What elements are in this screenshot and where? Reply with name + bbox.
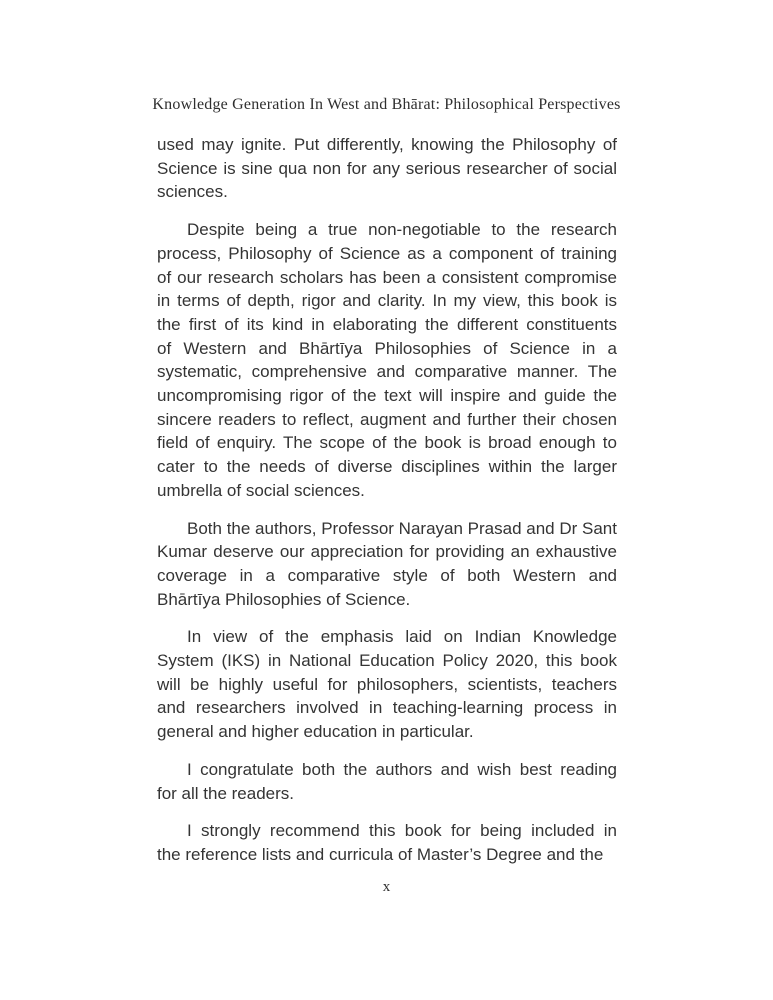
text-line: cater to the needs of diverse disciplines within the larger — [157, 457, 617, 477]
text-line: Both the authors, Professor Narayan Prasad and Dr Sant — [187, 518, 617, 538]
paragraph — [157, 625, 617, 744]
text-line: the first of its kind in elaborating the different constituents — [157, 314, 617, 334]
paragraph — [157, 819, 617, 866]
text-line: process, Philosophy of Science as a component of training — [157, 243, 617, 263]
text-line: in terms of depth, rigor and clarity. In my view, this book is — [157, 291, 617, 311]
page-number: x — [382, 879, 391, 895]
text-line: the reference lists and curricula of Master’s Degree and the — [157, 844, 604, 864]
text-line: will be highly useful for philosophers, scientists, teachers — [157, 674, 617, 694]
text-line: and researchers involved in teaching-learning process in — [157, 698, 617, 718]
text-line: In view of the emphasis laid on Indian Knowledge — [187, 627, 617, 647]
text-line: for all the readers. — [157, 783, 295, 803]
paragraph — [157, 517, 617, 612]
text-line: of our research scholars has been a consistent compromise — [157, 267, 617, 287]
paragraph — [157, 133, 617, 204]
text-line: umbrella of social sciences. — [157, 480, 365, 500]
text-line: uncompromising rigor of the text will inspire and guide the — [157, 386, 617, 406]
text-line: sincere readers to reflect, augment and further their chosen — [157, 409, 617, 429]
text-line: used may ignite. Put differently, knowing the Philosophy of — [157, 135, 617, 154]
text-line: Science is sine qua non for any serious researcher of social — [157, 158, 617, 178]
text-line: general and higher education in particular. — [157, 722, 474, 742]
text-line: System (IKS) in National Education Policy 2020, this book — [157, 651, 617, 671]
text-line: I congratulate both the authors and wish best reading — [187, 759, 617, 779]
text-line: sciences. — [157, 182, 228, 202]
running-header: Knowledge Generation In West and Bhārat: Philosophical Perspectives — [152, 96, 621, 113]
text-line: coverage in a comparative style of both Western and — [157, 565, 617, 585]
text-line: field of enquiry. The scope of the book is broad enough to — [157, 433, 617, 453]
text-line: of Western and Bhārtīya Philosophies of Science in a — [157, 338, 617, 358]
page-body — [157, 133, 617, 867]
text-line: Despite being a true non-negotiable to the research — [187, 220, 617, 240]
paragraph — [157, 758, 617, 805]
text-line: I strongly recommend this book for being included in — [187, 821, 617, 841]
text-line: Bhārtīya Philosophies of Science. — [157, 589, 411, 609]
text-line: systematic, comprehensive and comparative manner. The — [157, 362, 617, 382]
text-line: Kumar deserve our appreciation for providing an exhaustive — [157, 542, 617, 562]
paragraph — [157, 218, 617, 502]
